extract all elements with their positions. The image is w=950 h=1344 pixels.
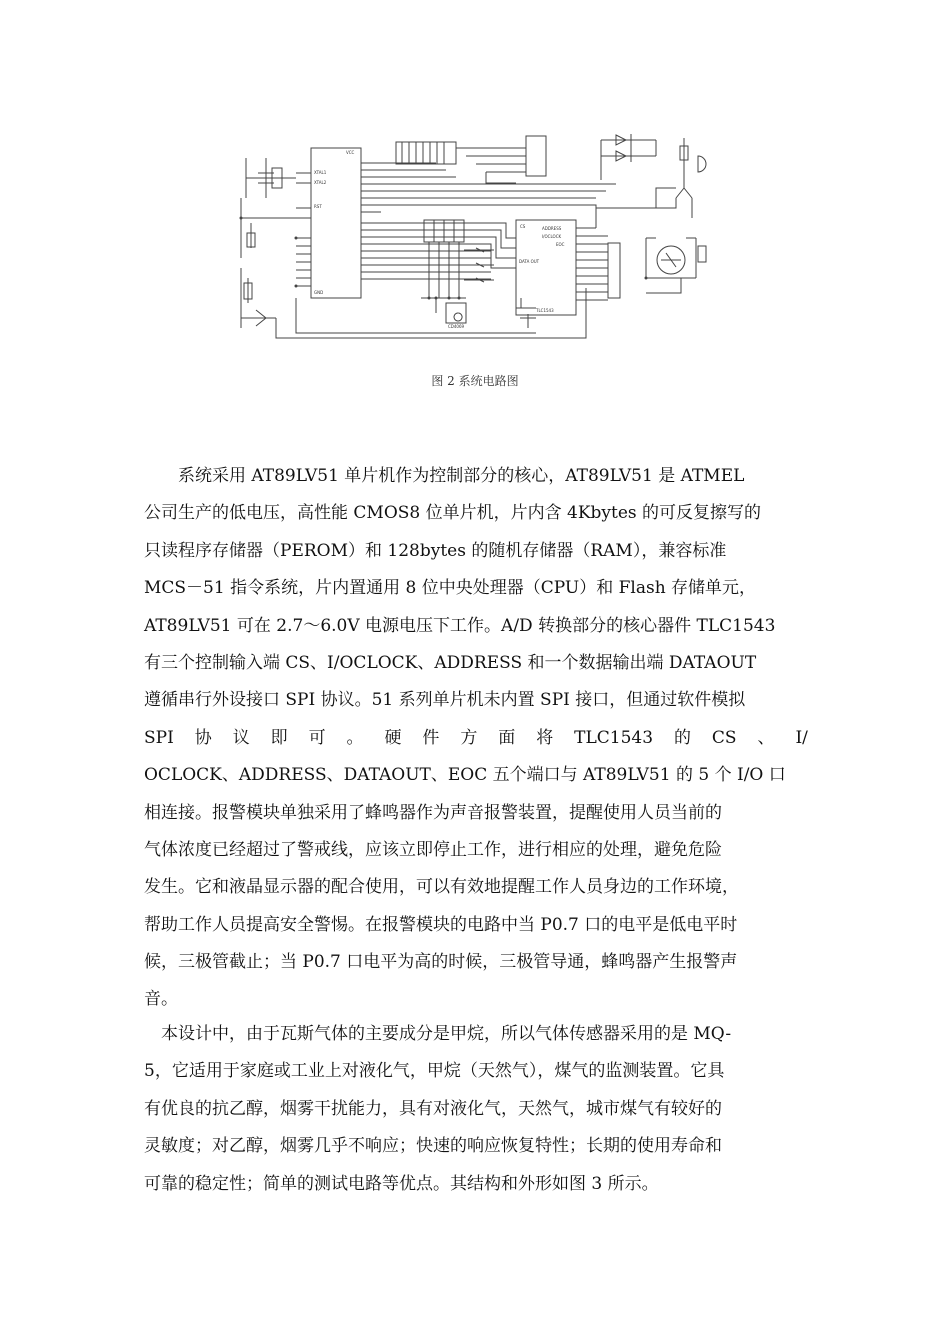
text-line: 本设计中，由于瓦斯气体的主要成分是甲烷，所以气体传感器采用的是 MQ- — [161, 1024, 732, 1044]
paragraph-2 — [144, 1016, 808, 1203]
word: 议 — [232, 727, 250, 748]
paragraph-1 — [144, 458, 808, 1019]
chip-label: XTAL1 — [314, 170, 327, 175]
text-line: 气体浓度已经超过了警戒线，应该立即停止工作，进行相应的处理，避免危险 — [144, 839, 722, 860]
text-line: 5，它适用于家庭或工业上对液化气，甲烷（天然气），煤气的监测装置。它具 — [144, 1061, 725, 1082]
text-line: 候，三极管截止；当 P0.7 口电平为高的时候，三极管导通，蜂鸣器产生报警声 — [144, 952, 738, 973]
word: 的 — [673, 727, 691, 748]
chip-label: TLC1543 — [536, 308, 554, 313]
figure-caption: 图 2 系统电路图 — [431, 374, 519, 388]
word: I/ — [795, 727, 808, 748]
circuit-diagram — [236, 128, 714, 350]
text-line: AT89LV51 可在 2.7～6.0V 电源电压下工作。A/D 转换部分的核心器件 TLC1543 — [144, 615, 776, 636]
word: 将 — [536, 727, 554, 748]
word: SPI — [144, 727, 174, 748]
text-line: 有优良的抗乙醇，烟雾干扰能力，具有对液化气，天然气，城市煤气有较好的 — [144, 1098, 722, 1119]
text-line: 帮助工作人员提高安全警惕。在报警模块的电路中当 P0.7 口的电平是低电平时 — [144, 914, 738, 935]
word: 即 — [270, 727, 288, 748]
word: 可 — [308, 727, 326, 748]
chip-label: RST — [314, 204, 322, 209]
text-line: MCS－51 指令系统，片内置通用 8 位中央处理器（CPU）和 Flash 存储单元， — [144, 578, 757, 599]
text-line: OCLOCK、ADDRESS、DATAOUT、EOC 五个端口与 AT89LV51 的 5 个 I/O 口 — [144, 765, 786, 786]
text-line: 公司生产的低电压，高性能 CMOS8 位单片机，片内含 4Kbytes 的可反复擦写的 — [144, 503, 762, 524]
word: 方 — [460, 727, 478, 748]
chip-label: DATA OUT — [519, 259, 540, 264]
text-line: 相连接。报警模块单独采用了蜂鸣器作为声音报警装置，提醒使用人员当前的 — [144, 802, 722, 823]
text-line: 灵敏度；对乙醇，烟雾几乎不响应；快速的响应恢复特性；长期的使用寿命和 — [144, 1136, 722, 1157]
chip-label: XTAL2 — [314, 180, 327, 185]
word: 协 — [194, 727, 212, 748]
text-line: 有三个控制输入端 CS、I/OCLOCK、ADDRESS 和一个数据输出端 DATAOUT — [144, 652, 757, 673]
text-line-spread — [144, 720, 808, 757]
chip-label: GND — [314, 290, 324, 295]
chip-label: EOC — [556, 242, 565, 247]
text-line: 遵循串行外设接口 SPI 协议。51 系列单片机未内置 SPI 接口，但通过软件模拟 — [144, 690, 746, 711]
chip-label: CS — [520, 224, 526, 229]
word: 件 — [422, 727, 440, 748]
word: TLC1543 — [574, 727, 654, 748]
circuit-schematic — [236, 128, 714, 350]
word: 面 — [498, 727, 516, 748]
word: 、 — [757, 727, 775, 748]
chip-label: I/OCLOCK — [542, 234, 562, 239]
word: 。 — [346, 727, 364, 748]
text-line: 只读程序存储器（PEROM）和 128bytes 的随机存储器（RAM），兼容标准 — [144, 540, 727, 561]
text-line: 可靠的稳定性；简单的测试电路等优点。其结构和外形如图 3 所示。 — [144, 1173, 659, 1194]
chip-label: CD4069 — [448, 324, 465, 329]
text-line: 发生。它和液晶显示器的配合使用，可以有效地提醒工作人员身边的工作环境， — [144, 877, 739, 898]
text-line: 系统采用 AT89LV51 单片机作为控制部分的核心，AT89LV51 是 ATMEL — [178, 466, 745, 486]
text-line: 音。 — [144, 989, 178, 1010]
chip-label: VCC — [346, 150, 355, 155]
word: CS — [711, 727, 737, 748]
word: 硬 — [384, 727, 402, 748]
chip-label: ADDRESS — [542, 226, 562, 231]
